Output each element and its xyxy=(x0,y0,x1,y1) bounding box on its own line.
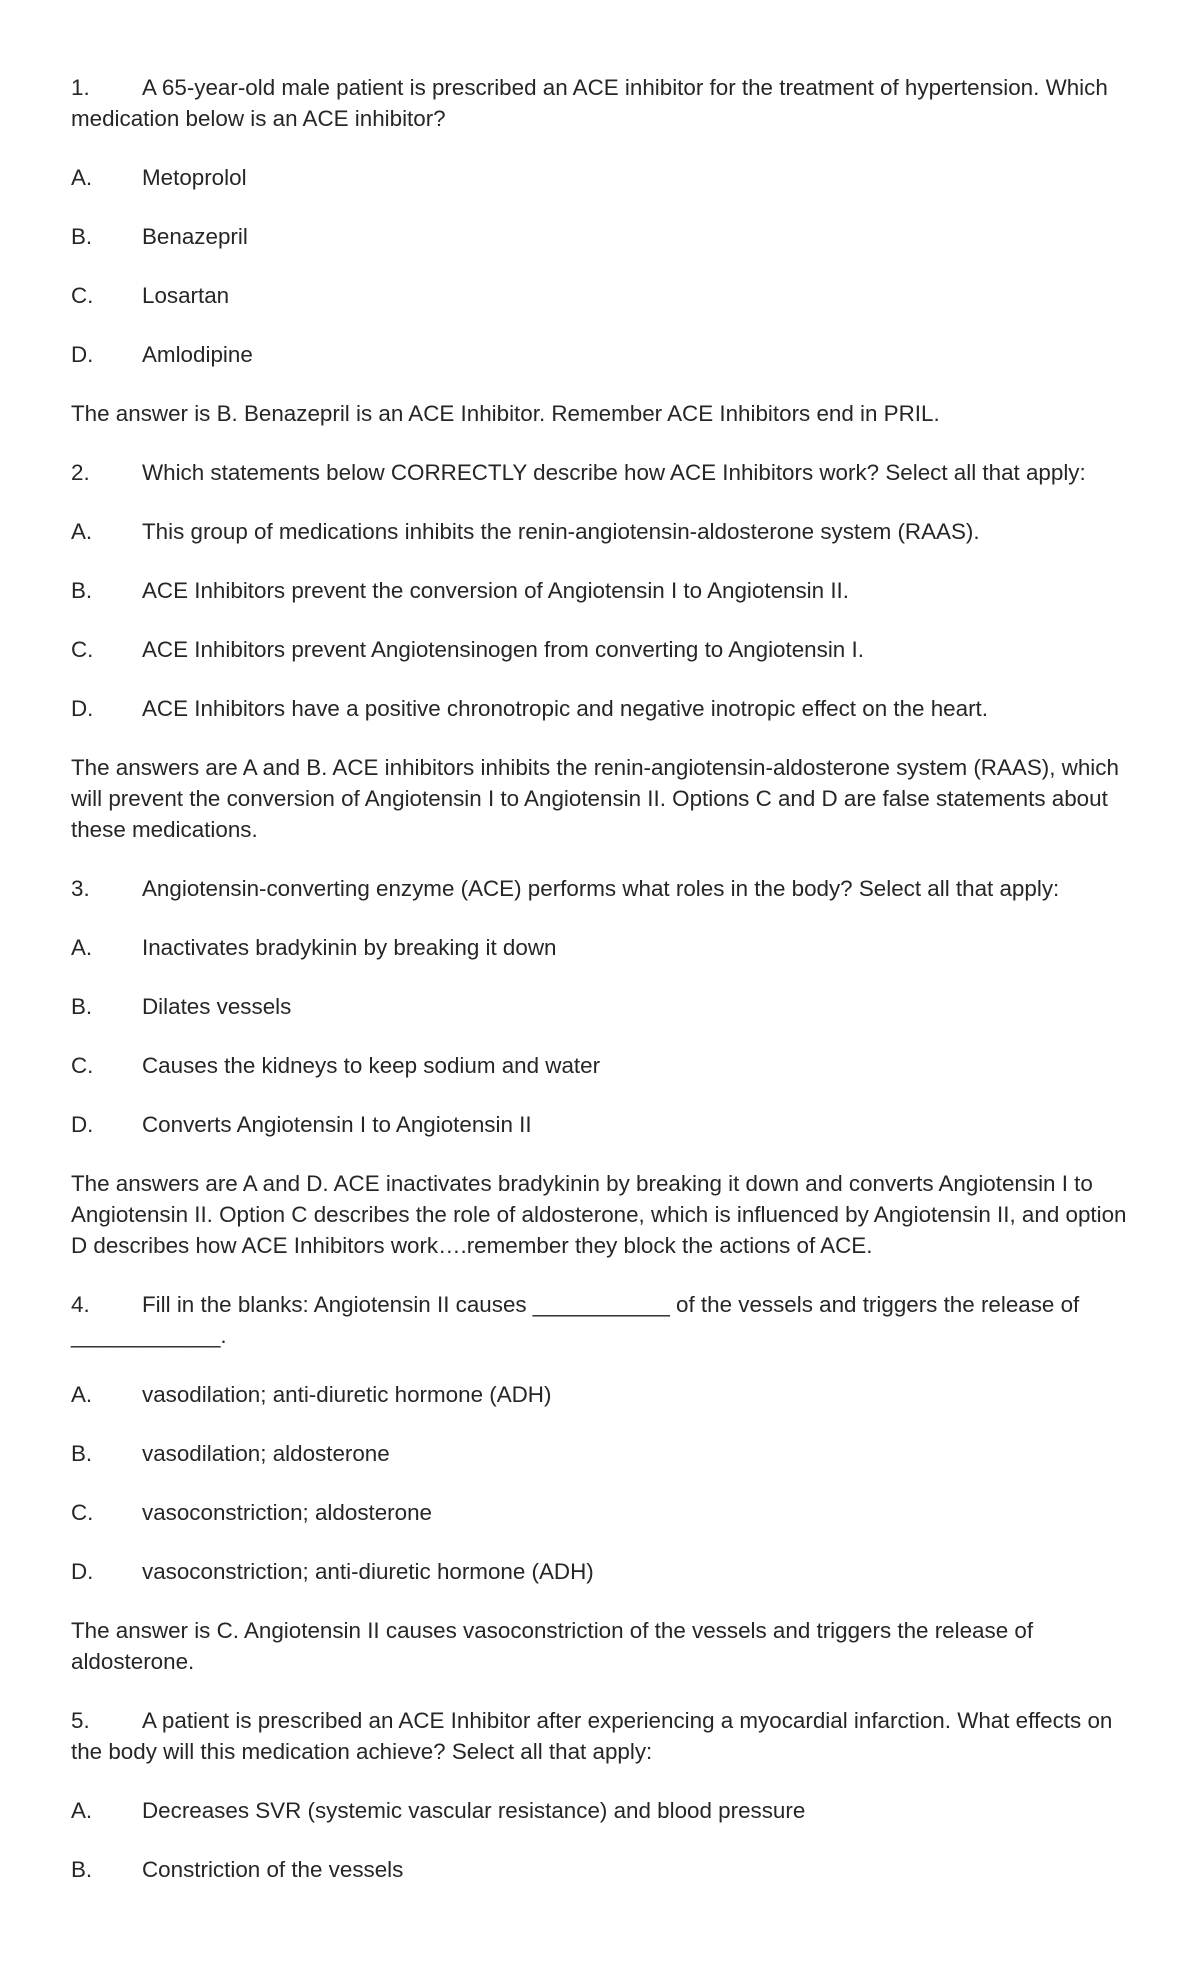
question-2 xyxy=(71,457,1140,845)
question-5 xyxy=(71,1705,1140,1885)
option-c xyxy=(71,634,1140,665)
option-c xyxy=(71,1497,1140,1528)
question-number: 2. xyxy=(71,460,90,485)
option-b xyxy=(71,575,1140,606)
option-text: Inactivates bradykinin by breaking it down xyxy=(142,935,557,960)
option-text: vasoconstriction; anti-diuretic hormone (ADH) xyxy=(142,1559,594,1584)
option-a xyxy=(71,1379,1140,1410)
answer-explanation: The answer is B. Benazepril is an ACE Inhibitor. Remember ACE Inhibitors end in PRIL. xyxy=(71,401,940,426)
option-b xyxy=(71,991,1140,1022)
answer-explanation: The answers are A and D. ACE inactivates bradykinin by breaking it down and converts Angiotensin I to Angiotensin II. Option C describes the role of aldosterone, which is influenced by Angiotensin II, and option D describes how ACE Inhibitors work….remember they block the actions of ACE. xyxy=(71,1171,1127,1258)
option-letter: C. xyxy=(71,1053,94,1078)
option-text: Constriction of the vessels xyxy=(142,1857,404,1882)
question-text xyxy=(71,873,1140,904)
option-letter: D. xyxy=(71,342,94,367)
option-d xyxy=(71,1556,1140,1587)
option-letter: B. xyxy=(71,224,93,249)
option-text: ACE Inhibitors prevent Angiotensinogen from converting to Angiotensin I. xyxy=(142,637,864,662)
question-stem: A 65-year-old male patient is prescribed an ACE inhibitor for the treatment of hypertension. Which medication below is an ACE inhibitor? xyxy=(71,75,1108,131)
question-stem: Fill in the blanks: Angiotensin II causes ___________ of the vessels and triggers the release of ____________. xyxy=(71,1292,1080,1348)
option-text: vasoconstriction; aldosterone xyxy=(142,1500,432,1525)
option-text: This group of medications inhibits the renin-angiotensin-aldosterone system (RAAS). xyxy=(142,519,980,544)
option-b xyxy=(71,1854,1140,1885)
question-1 xyxy=(71,72,1140,429)
option-b xyxy=(71,1438,1140,1469)
option-text: Causes the kidneys to keep sodium and water xyxy=(142,1053,601,1078)
option-d xyxy=(71,1109,1140,1140)
option-a xyxy=(71,1795,1140,1826)
option-letter: D. xyxy=(71,1112,94,1137)
option-letter: B. xyxy=(71,1857,93,1882)
question-stem: Angiotensin-converting enzyme (ACE) performs what roles in the body? Select all that apply: xyxy=(142,876,1060,901)
question-4 xyxy=(71,1289,1140,1677)
answer-explanation: The answer is C. Angiotensin II causes vasoconstriction of the vessels and triggers the release of aldosterone. xyxy=(71,1618,1034,1674)
option-letter: C. xyxy=(71,637,94,662)
option-letter: C. xyxy=(71,283,94,308)
option-letter: A. xyxy=(71,165,93,190)
option-letter: C. xyxy=(71,1500,94,1525)
option-text: vasodilation; aldosterone xyxy=(142,1441,390,1466)
option-a xyxy=(71,932,1140,963)
option-letter: B. xyxy=(71,578,93,603)
option-text: Benazepril xyxy=(142,224,248,249)
question-3 xyxy=(71,873,1140,1261)
question-number: 3. xyxy=(71,876,90,901)
option-c xyxy=(71,280,1140,311)
option-text: ACE Inhibitors have a positive chronotropic and negative inotropic effect on the heart. xyxy=(142,696,988,721)
option-a xyxy=(71,516,1140,547)
option-text: ACE Inhibitors prevent the conversion of Angiotensin I to Angiotensin II. xyxy=(142,578,849,603)
option-text: vasodilation; anti-diuretic hormone (ADH) xyxy=(142,1382,552,1407)
question-stem: Which statements below CORRECTLY describe how ACE Inhibitors work? Select all that apply: xyxy=(142,460,1086,485)
question-stem: A patient is prescribed an ACE Inhibitor after experiencing a myocardial infarction. What effects on the body will this medication achieve? Select all that apply: xyxy=(71,1708,1113,1764)
question-text xyxy=(71,1289,1140,1351)
option-a xyxy=(71,162,1140,193)
question-text xyxy=(71,72,1140,134)
option-letter: A. xyxy=(71,519,93,544)
option-letter: D. xyxy=(71,1559,94,1584)
option-letter: B. xyxy=(71,1441,93,1466)
option-d xyxy=(71,339,1140,370)
question-text xyxy=(71,1705,1140,1767)
option-text: Losartan xyxy=(142,283,230,308)
option-letter: B. xyxy=(71,994,93,1019)
question-text xyxy=(71,457,1140,488)
option-text: Decreases SVR (systemic vascular resistance) and blood pressure xyxy=(142,1798,806,1823)
option-text: Converts Angiotensin I to Angiotensin II xyxy=(142,1112,532,1137)
option-c xyxy=(71,1050,1140,1081)
option-text: Metoprolol xyxy=(142,165,247,190)
question-number: 4. xyxy=(71,1292,90,1317)
option-d xyxy=(71,693,1140,724)
option-text: Dilates vessels xyxy=(142,994,292,1019)
question-number: 1. xyxy=(71,75,90,100)
answer-explanation: The answers are A and B. ACE inhibitors inhibits the renin-angiotensin-aldosterone system (RAAS), which will prevent the conversion of Angiotensin I to Angiotensin II. Options C and D are false statements about these medications. xyxy=(71,755,1119,842)
option-letter: A. xyxy=(71,1798,93,1823)
question-number: 5. xyxy=(71,1708,90,1733)
option-b xyxy=(71,221,1140,252)
option-letter: A. xyxy=(71,1382,93,1407)
option-text: Amlodipine xyxy=(142,342,253,367)
option-letter: A. xyxy=(71,935,93,960)
option-letter: D. xyxy=(71,696,94,721)
